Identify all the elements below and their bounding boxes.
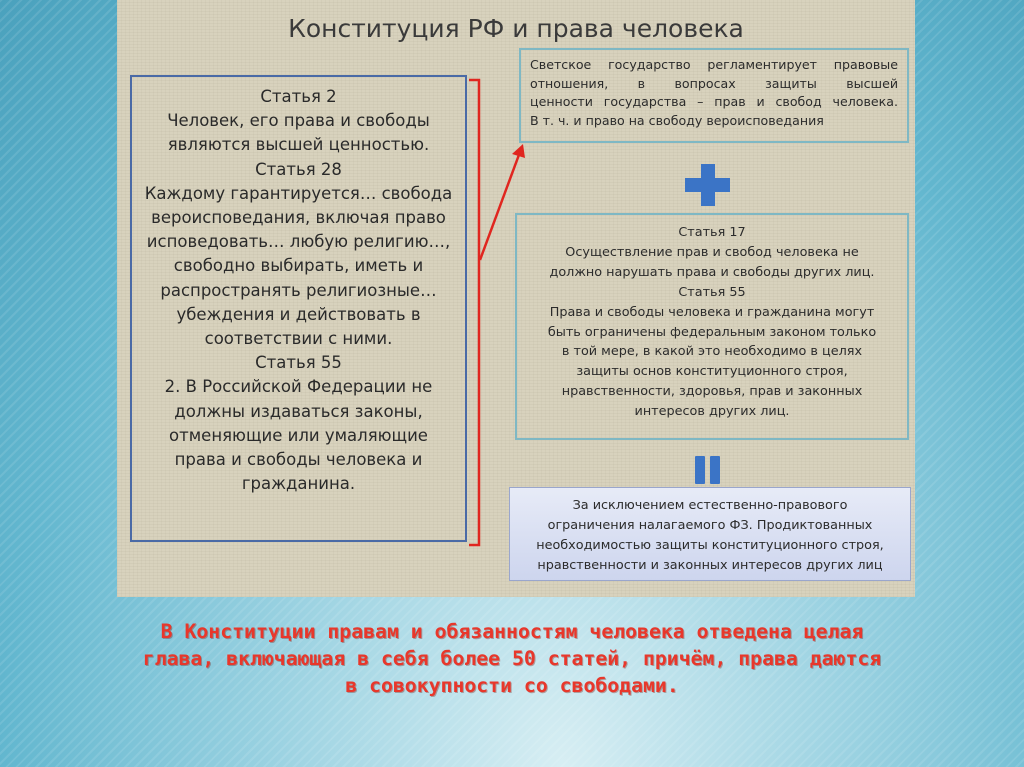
left-line: являются высшей ценностью. <box>167 135 430 155</box>
secular-line: отношения, в вопросах защиты высшей <box>530 75 898 91</box>
left-line: должны издаваться законы, <box>174 401 423 421</box>
left-line: соответствии с ними. <box>204 329 393 349</box>
left-line: исповедовать… любую религию…, <box>146 232 451 252</box>
conclusion-line: За исключением естественно-правового <box>572 498 848 513</box>
conclusion-line: нравственности и законных интересов других лиц <box>537 558 883 573</box>
equals-bar <box>695 456 705 484</box>
plus-icon <box>684 163 731 207</box>
limitations-articles-box <box>515 213 909 440</box>
secular-line: В т. ч. и право на свободу вероисповедания <box>530 112 824 128</box>
secular-line: Светское государство регламентирует правовые <box>530 57 898 72</box>
left-line: 2. В Российской Федерации не <box>164 377 433 397</box>
constitution-articles-box <box>130 75 467 542</box>
left-line: распространять религиозные… <box>160 280 437 300</box>
left-line: Статья 2 <box>260 87 337 106</box>
left-line: убеждения и действовать в <box>176 304 421 324</box>
limit-line: интересов других лиц. <box>634 404 790 420</box>
slide-title: Конституция РФ и права человека <box>288 14 744 43</box>
conclusion-box <box>509 487 911 581</box>
left-line: Человек, его права и свободы <box>167 111 430 131</box>
equals-bar <box>710 456 720 484</box>
secular-state-box <box>519 48 909 143</box>
left-line: Статья 28 <box>255 159 342 179</box>
limit-line: должно нарушать права и свободы других лиц. <box>549 264 875 280</box>
limit-line: Права и свободы человека и гражданина могут <box>549 304 875 320</box>
summary-caption <box>40 618 984 699</box>
slide <box>117 0 915 597</box>
left-line: права и свободы человека и <box>174 450 423 470</box>
left-line: Каждому гарантируется… свобода <box>144 183 453 203</box>
limit-line: быть ограничены федеральным законом только <box>547 324 877 340</box>
conclusion-line: необходимостью защиты конституционного строя, <box>536 538 884 553</box>
limit-line: защиты основ конституционного строя, <box>576 364 848 380</box>
secular-line: ценности государства – прав и свобод человека. <box>530 94 898 109</box>
left-line: свободно выбирать, иметь и <box>173 256 424 276</box>
limit-line: Статья 17 <box>678 225 746 240</box>
limit-line: Осуществление прав и свобод человека не <box>565 244 859 260</box>
caption-line: В Конституции правам и обязанностям человека отведена целая <box>160 620 864 643</box>
limit-line: нравственности, здоровья, прав и законных <box>561 384 863 400</box>
limit-line: Статья 55 <box>678 284 746 300</box>
caption-line: глава, включающая в себя более 50 статей, причём, права даются <box>142 647 882 670</box>
left-line: вероисповедания, включая право <box>151 208 446 228</box>
limit-line: в той мере, в какой это необходимо в целях <box>561 344 863 360</box>
conclusion-line: ограничения налагаемого ФЗ. Продиктованных <box>547 518 873 533</box>
left-line: отменяющие или умаляющие <box>169 425 428 445</box>
left-line: Статья 55 <box>255 353 342 373</box>
caption-line: в совокупности со свободами. <box>345 674 679 697</box>
left-line: гражданина. <box>241 474 356 494</box>
